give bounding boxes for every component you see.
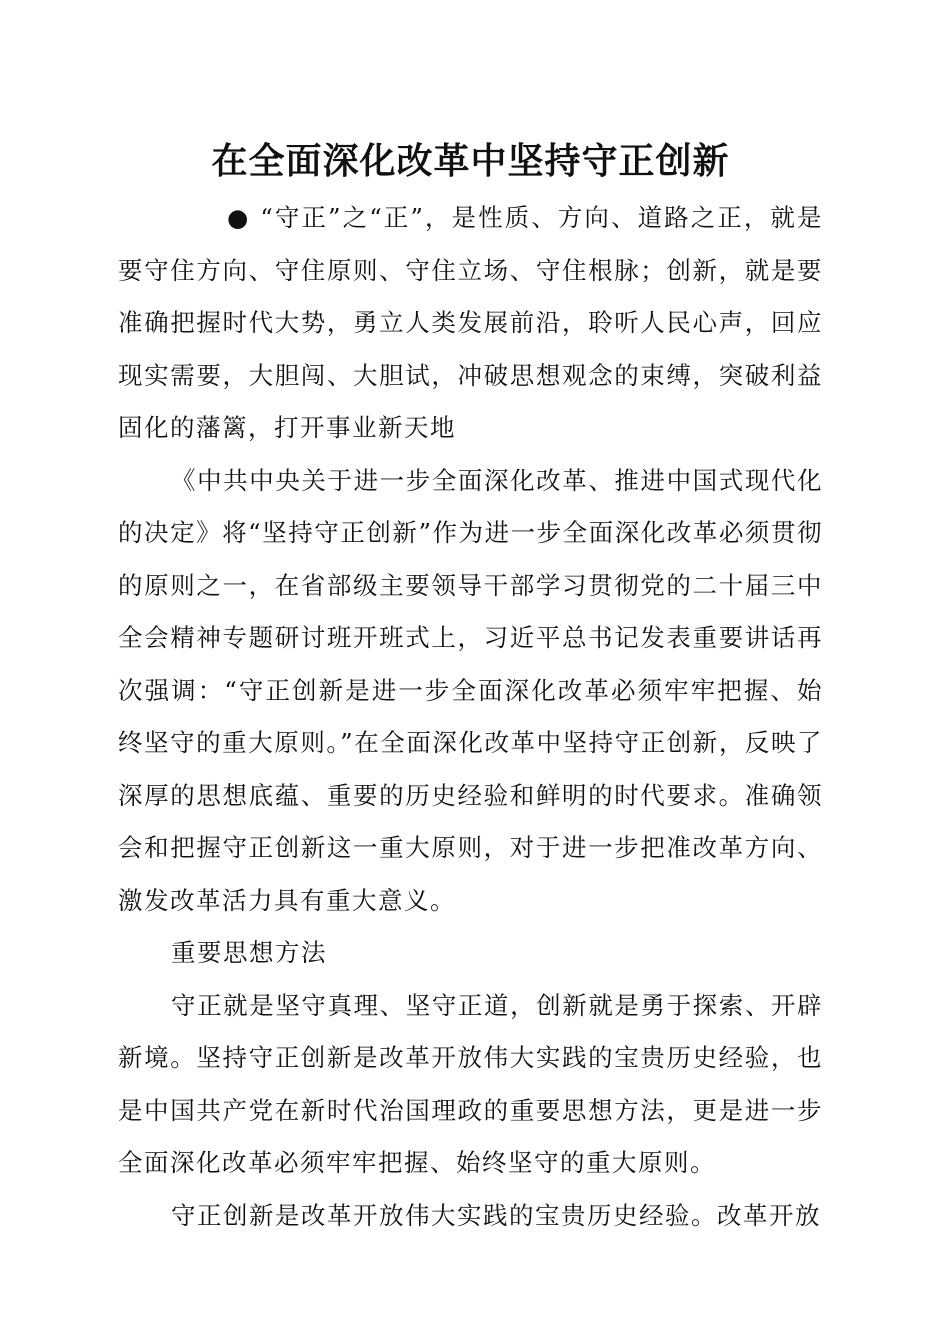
document-page [118, 130, 823, 1242]
intro-paragraph: 《中共中央关于进一步全面深化改革、推进中国式现代化的决定》将“坚持守正创新”作为进一步全面深化改革必须贯彻的原则之一，在省部级主要领导干部学习贯彻党的二十届三中全会精神专题研讨班开班式上，习近平总书记发表重要讲话再次强调：“守正创新是进一步全面深化改革必须牢牢把握、始终坚守的重大原则。”在全面深化改革中坚持守正创新，反映了深厚的思想底蕴、重要的历史经验和鲜明的时代要求。准确领会和把握守正创新这一重大原则，对于进一步把准改革方向、激发改革活力具有重大意义。 [118, 465, 823, 915]
article-summary: ● “守正”之“正”，是性质、方向、道路之正，就是要守住方向、守住原则、守住立场、守住根脉；创新，就是要准确把握时代大势，勇立人类发展前沿，聆听人民心声，回应现实需要，大胆闯、大胆试，冲破思想观念的束缚，突破利益固化的藩篱，打开事业新天地 [118, 203, 823, 442]
article-title: 在全面深化改革中坚持守正创新 [211, 140, 730, 182]
section-paragraph: 守正就是坚守真理、坚守正道，创新就是勇于探索、开辟新境。坚持守正创新是改革开放伟大实践的宝贵历史经验，也是中国共产党在新时代治国理政的重要思想方法，更是进一步全面深化改革必须牢牢把握、始终坚守的重大原则。 [118, 990, 823, 1177]
section-heading: 重要思想方法 [171, 938, 327, 967]
section-paragraph: 守正创新是改革开放伟大实践的宝贵历史经验。改革开放 [171, 1200, 821, 1230]
